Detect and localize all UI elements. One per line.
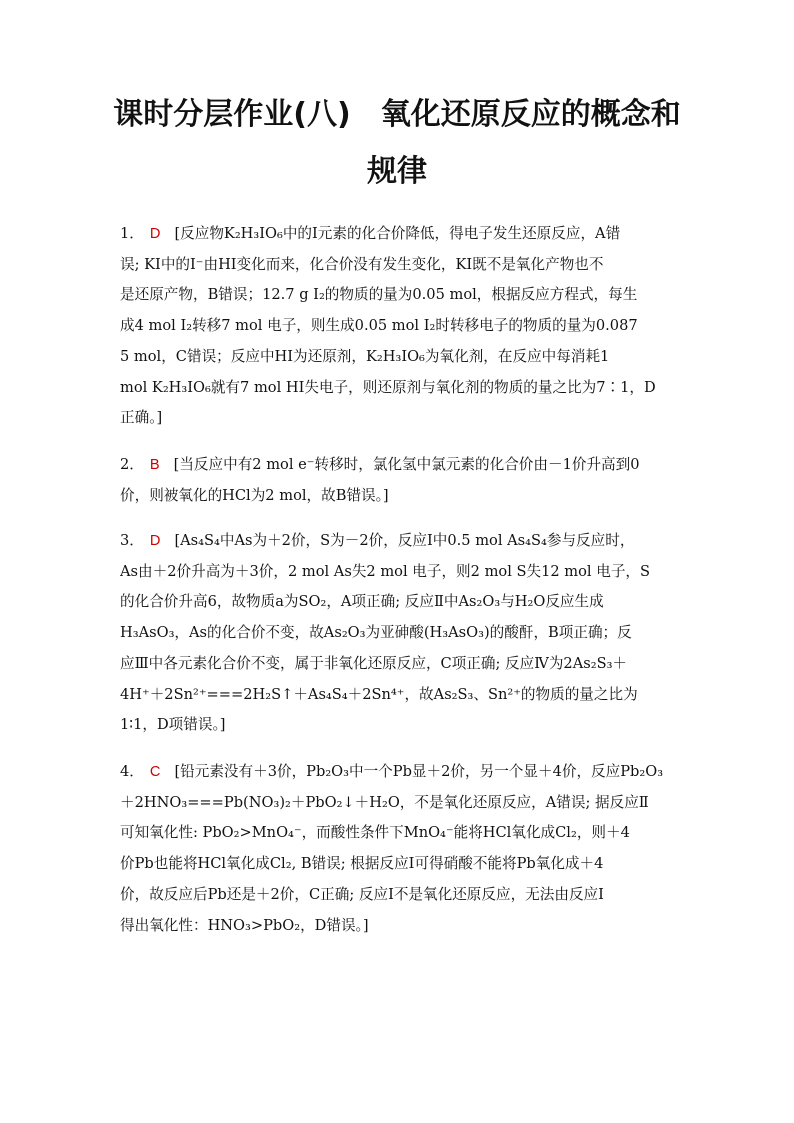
- explanation-text: [铅元素没有＋3价，Pb₂O₃中一个Pb显＋2价，另一个显＋4价，反应Pb₂O₃: [174, 763, 664, 780]
- explanation-text: [反应物K₂H₃IO₆中的I元素的化合价降低，得电子发生还原反应，A错: [174, 225, 621, 242]
- explanation-line: 5 mol，C错误；反应中HI为还原剂，K₂H₃IO₆为氧化剂，在反应中每消耗1: [120, 347, 610, 365]
- explanation-line: ＋2HNO₃===Pb(NO₃)₂＋PbO₂↓＋H₂O，不是氧化还原反应，A错误; 据反应Ⅱ: [120, 793, 649, 811]
- explanation-line: 正确。]: [120, 409, 163, 427]
- explanation-line: 是还原产物，B错误；12.7 g I₂的物质的量为0.05 mol，根据反应方程式，每生: [120, 286, 638, 304]
- title-line-2: 规律: [367, 154, 427, 189]
- explanation-line: 的化合价升高6，故物质a为SO₂，A项正确; 反应Ⅱ中As₂O₃与H₂O反应生成: [120, 593, 604, 611]
- question-line: [120, 757, 680, 788]
- explanation-line: mol K₂H₃IO₆就有7 mol HI失电子，则还原剂与氧化剂的物质的量之比为7∶1，D: [120, 378, 656, 396]
- question-4: [120, 757, 680, 941]
- explanation-line: 1∶1，D项错误。]: [120, 716, 226, 734]
- question-1: [120, 219, 680, 434]
- answer-letter: C: [149, 764, 161, 780]
- question-number: 4．: [120, 763, 144, 780]
- explanation-line: 应Ⅲ中各元素化合价不变，属于非氧化还原反应，C项正确; 反应Ⅳ为2As₂S₃＋: [120, 654, 628, 672]
- question-line: [120, 526, 680, 557]
- answer-letter: D: [149, 533, 161, 549]
- explanation-text: [As₄S₄中As为＋2价，S为－2价，反应Ⅰ中0.5 mol As₄S₄参与反应时，: [174, 532, 635, 549]
- explanation-line: 4H⁺＋2Sn²⁺===2H₂S↑＋As₄S₄＋2Sn⁴⁺，故As₂S₃、Sn²⁺的物质的量之比为: [120, 685, 638, 703]
- answer-letter: B: [149, 457, 160, 473]
- explanation-line: H₃AsO₃，As的化合价不变，故As₂O₃为亚砷酸(H₃AsO₃)的酸酐，B项正确；反: [120, 624, 632, 642]
- explanation-line: 可知氧化性: PbO₂>MnO₄⁻，而酸性条件下MnO₄⁻能将HCl氧化成Cl₂，则＋4: [120, 824, 630, 842]
- question-line: [120, 219, 680, 250]
- question-3: [120, 526, 680, 741]
- explanation-line: As由＋2价升高为＋3价，2 mol As失2 mol 电子，则2 mol S失12 mol 电子，S: [120, 562, 651, 580]
- explanation-line: 价，故反应后Pb还是＋2价，C正确; 反应Ⅰ不是氧化还原反应，无法由反应Ⅰ: [120, 885, 604, 903]
- explanation-line: 价Pb也能将HCl氧化成Cl₂, B错误; 根据反应Ⅰ可得硝酸不能将Pb氧化成＋4: [120, 855, 604, 873]
- explanation-line: 得出氧化性：HNO₃>PbO₂，D错误。]: [120, 916, 369, 934]
- question-2: [120, 450, 680, 511]
- question-line: [120, 450, 680, 481]
- question-number: 1．: [120, 225, 144, 242]
- explanation-line: 价，则被氧化的HCl为2 mol，故B错误。]: [120, 486, 389, 504]
- title-line-1: 课时分层作业(八) 氧化还原反应的概念和: [113, 97, 681, 132]
- question-number: 2．: [120, 456, 144, 473]
- question-number: 3．: [120, 532, 144, 549]
- explanation-text: [当反应中有2 mol e⁻转移时，氯化氢中氯元素的化合价由－1价升高到0: [173, 456, 640, 473]
- answer-letter: D: [149, 226, 161, 242]
- explanation-line: 误; KI中的I⁻由HI变化而来，化合价没有发生变化，KI既不是氧化产物也不: [120, 255, 604, 273]
- explanation-line: 成4 mol I₂转移7 mol 电子，则生成0.05 mol I₂时转移电子的物质的量为0.087: [120, 317, 638, 335]
